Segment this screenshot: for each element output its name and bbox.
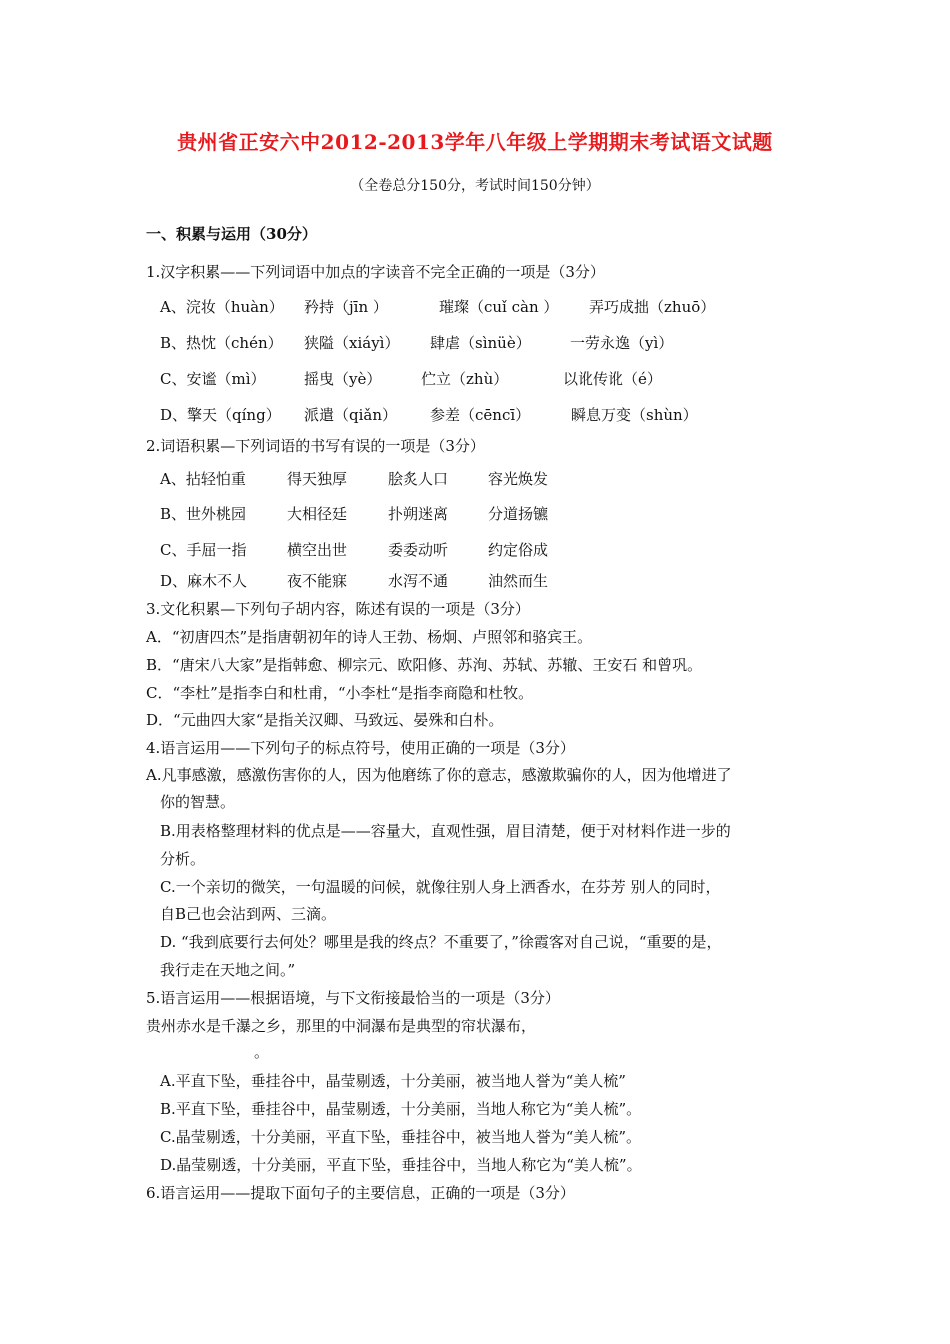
q1-option-a-4: 弄巧成拙（zhuō） [589, 298, 716, 316]
q2-option-d-4: 油然而生 [488, 572, 549, 590]
section-heading: 一、积累与运用（30分） [146, 225, 317, 243]
question-3-stem: 3.文化积累—下列句子胡内容，陈述有误的一项是（3分） [146, 600, 530, 618]
q1-option-d-1: D、擎天（qíng） [160, 406, 281, 424]
q2-option-b-1: B、世外桃园 [160, 505, 247, 523]
q1-option-c-2: 摇曳（yè） [304, 370, 382, 388]
question-5-stem: 5.语言运用——根据语境，与下文衔接最恰当的一项是（3分） [146, 989, 560, 1007]
q2-option-a-3: 脍炙人口 [388, 470, 449, 488]
q2-option-a-4: 容光焕发 [488, 470, 549, 488]
q2-option-c-4: 约定俗成 [488, 541, 549, 559]
q4-option-d-line1: D. “我到底要行去何处？哪里是我的终点？不重要了，”徐霞客对自己说，“重要的是， [160, 933, 722, 951]
q5-option-a: A.平直下坠，垂挂谷中，晶莹剔透，十分美丽，被当地人誉为“美人梳” [160, 1072, 626, 1090]
q2-option-a-2: 得天独厚 [287, 470, 348, 488]
q2-option-d-1: D、麻木不人 [160, 572, 248, 590]
q5-option-b: B.平直下坠，垂挂谷中，晶莹剔透，十分美丽，当地人称它为“美人梳”。 [160, 1100, 642, 1118]
q1-option-d-4: 瞬息万变（shùn） [571, 406, 698, 424]
q2-option-c-2: 横空出世 [287, 541, 348, 559]
page-subtitle: （全卷总分150分，考试时间150分钟） [350, 178, 600, 194]
q1-option-b-1: B、热忱（chén） [160, 334, 283, 352]
page-title: 贵州省正安六中2012-2013学年八年级上学期期末考试语文试题 [177, 130, 773, 154]
q4-option-c-line2: 自B己也会沾到两、三滴。 [160, 905, 337, 923]
q2-option-a-1: A、拈轻怕重 [160, 470, 246, 488]
q1-option-c-4: 以讹传讹（é） [563, 370, 662, 388]
q2-option-d-2: 夜不能寐 [287, 572, 348, 590]
question-4-stem: 4.语言运用——下列句子的标点符号，使用正确的一项是（3分） [146, 739, 575, 757]
q4-option-b-line2: 分析。 [160, 850, 206, 868]
q3-option-c: C．“李杜”是指李白和杜甫，“小李杜“是指李商隐和杜牧。 [146, 684, 534, 702]
q5-blank-end: 。 [254, 1043, 270, 1061]
q1-option-a-2: 矜持（jīn ） [304, 298, 388, 316]
q2-option-d-3: 水泻不通 [388, 572, 449, 590]
q4-option-a-line1: A.凡事感激，感激伤害你的人，因为他磨练了你的意志，感激欺骗你的人，因为他增进了 [146, 766, 732, 784]
q1-option-c-1: C、安谧（mì） [160, 370, 266, 388]
q2-option-b-3: 扑朔迷离 [388, 505, 449, 523]
q2-option-b-4: 分道扬镳 [488, 505, 549, 523]
q4-option-a-line2: 你的智慧。 [160, 793, 236, 811]
q4-option-c-line1: C.一个亲切的微笑，一句温暖的问候，就像往别人身上洒香水，在芬芳 别人的同时， [160, 878, 721, 896]
q4-option-b-line1: B.用表格整理材料的优点是——容量大，直观性强，眉目清楚，便于对材料作进一步的 [160, 822, 731, 840]
q1-option-d-3: 参差（cēncī） [430, 406, 531, 424]
q5-option-c: C.晶莹剔透，十分美丽，平直下坠，垂挂谷中，被当地人誉为“美人梳”。 [160, 1128, 642, 1146]
q5-context: 贵州赤水是千瀑之乡，那里的中洞瀑布是典型的帘状瀑布， [146, 1017, 537, 1035]
q3-option-a: A．“初唐四杰”是指唐朝初年的诗人王勃、杨炯、卢照邻和骆宾王。 [146, 628, 593, 646]
q1-option-a-3: 璀璨（cuǐ càn ） [439, 298, 559, 316]
question-2-stem: 2.词语积累—下列词语的书写有误的一项是（3分） [146, 437, 485, 455]
q2-option-b-2: 大相径廷 [287, 505, 348, 523]
q2-option-c-1: C、手屈一指 [160, 541, 247, 559]
q1-option-c-3: 伫立（zhù） [421, 370, 509, 388]
q3-option-d: D．“元曲四大家“是指关汉卿、马致远、晏殊和白朴。 [146, 711, 504, 729]
q1-option-d-2: 派遣（qiǎn） [304, 406, 398, 424]
q1-option-a-1: A、浣妆（huàn） [160, 298, 284, 316]
q2-option-c-3: 委委动听 [388, 541, 449, 559]
question-1-stem: 1.汉字积累——下列词语中加点的字读音不完全正确的一项是（3分） [146, 263, 605, 281]
q1-option-b-2: 狭隘（xiáyì） [304, 334, 400, 352]
q5-option-d: D.晶莹剔透，十分美丽，平直下坠，垂挂谷中，当地人称它为“美人梳”。 [160, 1156, 642, 1174]
question-6-stem: 6.语言运用——提取下面句子的主要信息，正确的一项是（3分） [146, 1184, 575, 1202]
q1-option-b-3: 肆虐（sìnüè） [430, 334, 531, 352]
q3-option-b: B．“唐宋八大家”是指韩愈、柳宗元、欧阳修、苏洵、苏轼、苏辙、王安石 和曾巩。 [146, 656, 703, 674]
q4-option-d-line2: 我行走在天地之间。” [160, 961, 296, 979]
q1-option-b-4: 一劳永逸（yì） [570, 334, 674, 352]
